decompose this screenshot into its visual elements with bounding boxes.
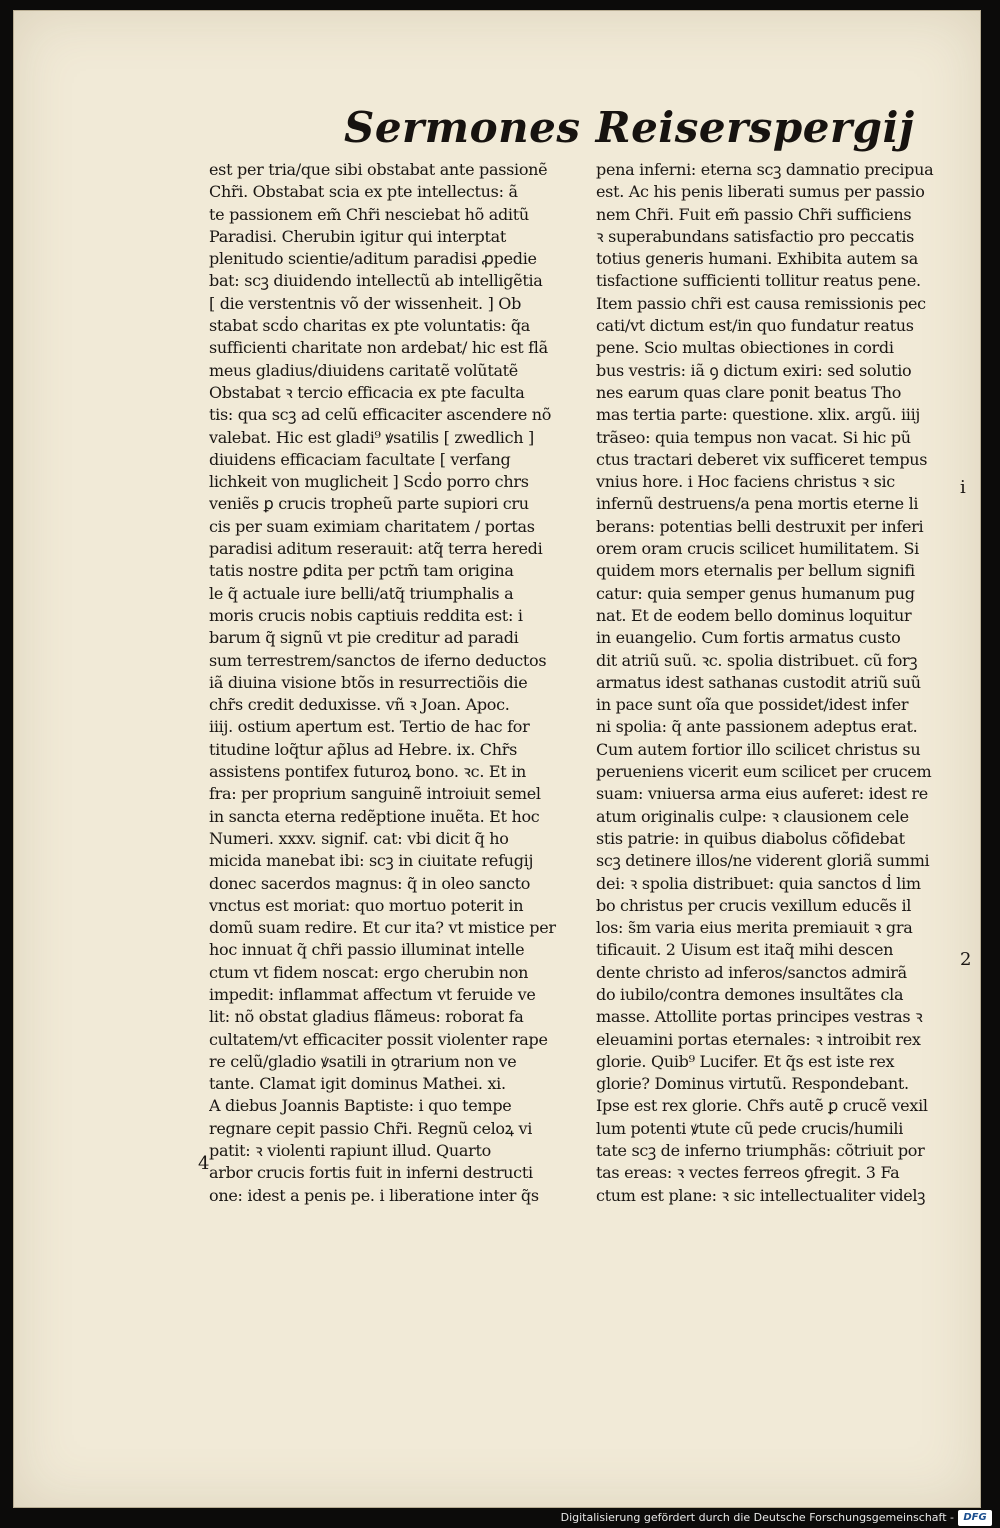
text-line: tis: qua scꝫ ad celũ efficaciter ascendere nõ (209, 405, 552, 425)
running-head: Sermones Reiserspergij (344, 103, 915, 152)
text-line: meus gladius/diuidens caritatẽ volũtatẽ (209, 360, 518, 380)
text-line: chr̃s credit deduxisse. vñ ꝛ Joan. Apoc. (209, 695, 510, 715)
text-line: donec sacerdos magnus: q̃ in oleo sancto (209, 873, 531, 893)
text-line: ꝛ superabundans satisfactio pro peccatis (596, 226, 915, 246)
text-line: Cum autem fortior illo scilicet christus su (596, 739, 921, 759)
text-line: re celũ/gladio ꝟsatili in ꝯtrarium non ve (209, 1051, 517, 1071)
text-line: totius generis humani. Exhibita autem sa (596, 249, 918, 269)
text-line: pena inferni: eterna scꝫ damnatio precipua (596, 160, 934, 179)
text-line: tate scꝫ de inferno triumphãs: cõtriuit por (596, 1141, 925, 1161)
text-line: iã diuina visione btõs in resurrectiõis die (209, 672, 528, 692)
text-line: dente christo ad inferos/sanctos admirã (596, 962, 907, 982)
text-line: arbor crucis fortis fuit in inferni destructi (209, 1163, 533, 1183)
text-line: veniẽs ꝑ crucis tropheũ parte supiori cru (209, 494, 529, 514)
text-line: valebat. Hic est gladi⁹ ꝟsatilis [ zwedlich ] (209, 427, 534, 447)
text-line: bo christus per crucis vexillum educẽs il (596, 895, 912, 915)
text-line: one: idest a penis pe. i liberatione inter q̃s (209, 1185, 539, 1205)
text-line: tas ereas: ꝛ vectes ferreos ꝯfregit. 3 Fa (596, 1163, 900, 1183)
text-line: masse. Attollite portas principes vestras ꝛ (596, 1007, 923, 1027)
text-line: glorie. Quib⁹ Lucifer. Et q̃s est iste rex (596, 1051, 895, 1071)
text-line: barum q̃ signũ vt pie creditur ad paradi (209, 628, 519, 648)
text-line: plenitudo scientie/aditum paradisi ꝓpedie (209, 249, 537, 269)
text-line: Item passio chr̃i est causa remissionis pec (596, 293, 926, 313)
text-line: est. Ac his penis liberati sumus per passio (596, 182, 925, 202)
text-line: tificauit. 2 Uisum est itaq̃ mihi descen (596, 940, 894, 960)
text-line: ni spolia: q̃ ante passionem adeptus erat. (596, 717, 918, 737)
text-line: glorie? Dominus virtutũ. Respondebant. (596, 1074, 909, 1094)
text-line: est per tria/que sibi obstabat ante passionẽ (209, 160, 548, 179)
footer-credit: Digitalisierung gefördert durch die Deutsche Forschungsgemeinschaft - (560, 1511, 954, 1524)
text-line: ctus tractari deberet vix sufficeret tempus (596, 449, 928, 469)
text-line: cis per suam eximiam charitatem / portas (209, 516, 535, 536)
text-line: A diebus Joannis Baptiste: i quo tempe (209, 1096, 512, 1116)
margin-mark-2: 2 (960, 949, 972, 970)
text-line: Chr̃i. Obstabat scia ex pte intellectus: ã (209, 182, 518, 202)
text-line: Obstabat ꝛ tercio efficacia ex pte faculta (209, 382, 525, 402)
right-text-column (596, 159, 966, 1239)
text-line: in pace sunt oĩa que possidet/idest infer (596, 695, 909, 715)
text-line: nat. Et de eodem bello dominus loquitur (596, 605, 912, 625)
text-line: eleuamini portas eternales: ꝛ introibit rex (596, 1029, 921, 1049)
text-line: do iubilo/contra demones insultãtes cla (596, 984, 904, 1004)
text-line: quidem mors eternalis per bellum signifi (596, 561, 915, 581)
text-line: dei: ꝛ spolia distribuet: quia sanctos ḋ lim (596, 873, 921, 893)
text-line: scꝫ detinere illos/ne viderent gloriã summi (596, 851, 930, 871)
text-line: catur: quia semper genus humanum pug (596, 583, 915, 603)
text-line: hoc innuat q̃ chr̃i passio illuminat intelle (209, 940, 525, 960)
left-text-column (209, 159, 579, 1239)
text-line: impedit: inflammat affectum vt feruide ve (209, 984, 536, 1004)
text-line: tisfactione sufficienti tollitur reatus pene. (596, 271, 921, 291)
text-line: bat: scꝫ diuidendo intellectũ ab intelligẽtia (209, 271, 543, 291)
text-line: berans: potentias belli destruxit per inferi (596, 516, 924, 536)
text-line: lum potenti ꝟtute cũ pede crucis/humili (596, 1118, 904, 1138)
book-page (13, 10, 981, 1508)
text-line: iiij. ostium apertum est. Tertio de hac for (209, 717, 530, 737)
text-line: stabat scḋo charitas ex pte voluntatis: q̃a (209, 316, 531, 336)
text-line: bus vestris: iã ꝯ dictum exiri: sed solutio (596, 360, 912, 380)
text-line: trãseo: quia tempus non vacat. Si hic pũ (596, 427, 911, 447)
text-line: Numeri. xxxv. signif. cat: vbi dicit q̃ ho (209, 828, 509, 848)
text-line: domũ suam redire. Et cur ita? vt mistice per (209, 918, 556, 938)
text-line: [ die verstentnis võ der wissenheit. ] Ob (209, 293, 522, 313)
text-line: dit atriũ suũ. ꝛc. spolia distribuet. cũ forꝫ (596, 650, 918, 670)
text-line: armatus idest sathanas custodit atriũ suũ (596, 672, 921, 692)
text-line: cultatem/vt efficaciter possit violenter rape (209, 1029, 548, 1049)
text-line: infernũ destruens/a pena mortis eterne li (596, 494, 919, 514)
text-line: lit: nõ obstat gladius flãmeus: roborat fa (209, 1007, 524, 1027)
text-line: Paradisi. Cherubin igitur qui interptat (209, 226, 506, 246)
text-line: te passionem em̃ Chr̃i nesciebat hõ aditũ (209, 204, 529, 224)
text-line: stis patrie: in quibus diabolus cõfidebat (596, 828, 905, 848)
text-line: paradisi aditum reserauit: atq̃ terra heredi (209, 539, 543, 559)
text-line: micida manebat ibi: scꝫ in ciuitate refugij (209, 851, 534, 871)
text-line: in euangelio. Cum fortis armatus custo (596, 628, 901, 648)
text-line: Ipse est rex glorie. Chr̃s autẽ ꝑ crucẽ vexil (596, 1096, 928, 1116)
text-line: nem Chr̃i. Fuit em̃ passio Chr̃i sufficiens (596, 204, 912, 224)
text-line: orem oram crucis scilicet humilitatem. Si (596, 539, 919, 559)
text-line: moris crucis nobis captiuis reddita est: i (209, 605, 523, 625)
text-line: los: s̃m varia eius merita premiauit ꝛ gra (596, 918, 913, 938)
text-line: diuidens efficaciam facultate [ verfang (209, 449, 511, 469)
text-line: patit: ꝛ violenti rapiunt illud. Quarto (209, 1141, 491, 1161)
text-line: mas tertia parte: questione. xlix. argũ. iiij (596, 405, 921, 425)
text-line: fra: per proprium sanguinẽ introiuit semel (209, 784, 541, 804)
text-line: vnctus est moriat: quo mortuo poterit in (209, 895, 524, 915)
text-line: perueniens vicerit eum scilicet per crucem (596, 762, 932, 782)
text-line: cati/vt dictum est/in quo fundatur reatus (596, 316, 914, 336)
text-line: lichkeit von muglicheit ] Scḋo porro chrs (209, 472, 529, 492)
margin-mark-4: 4 (198, 1153, 210, 1174)
text-line: regnare cepit passio Chr̃i. Regnũ celoꝝ vi (209, 1118, 533, 1138)
text-line: atum originalis culpe: ꝛ clausionem cele (596, 806, 909, 826)
text-line: ctum vt fidem noscat: ergo cherubin non (209, 962, 529, 982)
text-line: tatis nostre ꝑdita per pctm̃ tam origina (209, 561, 514, 581)
text-line: sufficienti charitate non ardebat/ hic est flã (209, 338, 548, 358)
text-line: tante. Clamat igit dominus Mathei. xi. (209, 1074, 506, 1094)
text-line: le q̃ actuale iure belli/atq̃ triumphalis a (209, 583, 514, 603)
text-line: suam: vniuersa arma eius auferet: idest re (596, 784, 928, 804)
text-line: titudine loq̃tur ap̃lus ad Hebre. ix. Chr̃s (209, 739, 518, 759)
margin-mark-1: i (960, 477, 966, 498)
text-line: in sancta eterna redẽptione inuẽta. Et hoc (209, 806, 540, 826)
text-line: vnius hore. i Hoc faciens christus ꝛ sic (596, 472, 895, 492)
dfg-logo: DFG (958, 1510, 992, 1526)
text-line: nes earum quas clare ponit beatus Tho (596, 382, 902, 402)
text-line: sum terrestrem/sanctos de iferno deductos (209, 650, 547, 670)
text-line: ctum est plane: ꝛ sic intellectualiter videlꝫ (596, 1185, 926, 1205)
text-line: assistens pontifex futuroꝝ bono. ꝛc. Et in (209, 762, 527, 782)
text-line: pene. Scio multas obiectiones in cordi (596, 338, 894, 358)
